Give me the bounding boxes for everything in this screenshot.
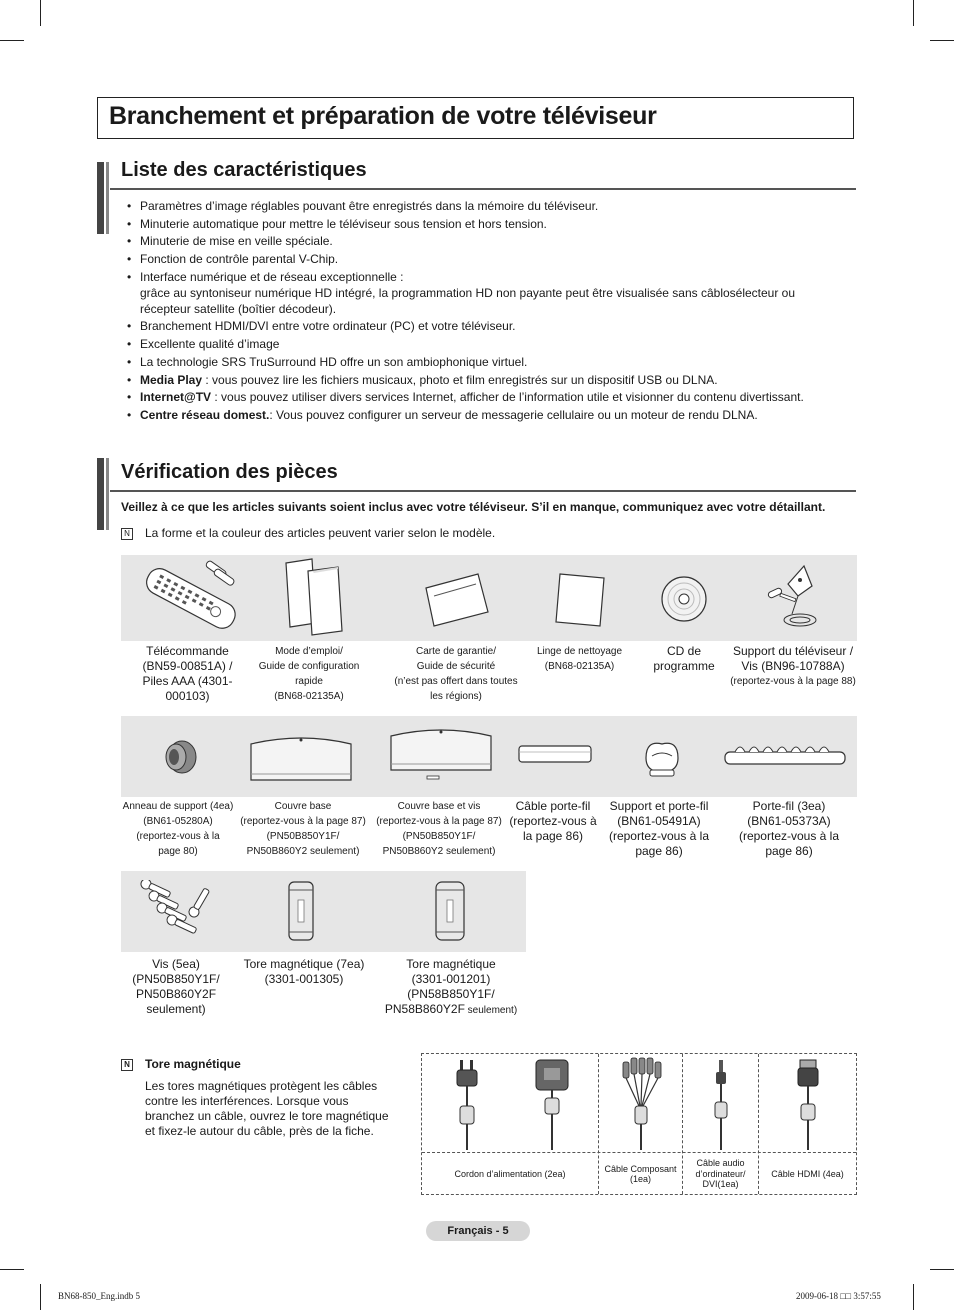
item-caption-cover-base: Couvre base (reportez-vous à la page 87) (PN50B850Y1F/ PN50B860Y2 seulement)	[240, 801, 366, 857]
audio-cable-icon	[709, 1058, 733, 1152]
note-text: La forme et la couleur des articles peuvent varier selon le modèle.	[145, 526, 496, 540]
item-caption-holder-ring: Anneau de support (4ea) (BN61-05280A) (reportez-vous à la page 80)	[122, 801, 234, 857]
page-title-box	[97, 97, 854, 139]
crop-mark	[40, 1284, 41, 1310]
crop-mark	[0, 1269, 24, 1270]
footer-right: 2009-06-18 □□ 3:57:55	[796, 1291, 881, 1301]
cable-cell-component	[599, 1054, 683, 1194]
cable-cell-power	[422, 1054, 599, 1194]
verification-intro: Veillez à ce que les articles suivants soient inclus avec votre téléviseur. S’il en manque, communiquez avec votre détaillant.	[121, 500, 826, 514]
cover-base-screw-icon	[385, 724, 497, 784]
power-adapter-icon	[532, 1058, 572, 1152]
footer-left: BN68-850_Eng.indb 5	[58, 1291, 140, 1301]
cable-caption: Câble HDMI (4ea)	[771, 1168, 844, 1179]
holder-wire-stand-icon	[638, 736, 686, 780]
item-caption-manual: Mode d’emploi/ Guide de configuration rapide (BN68-02135A)	[258, 646, 360, 702]
list-item: • Internet@TV : vous pouvez utiliser divers services Internet, afficher de l’information utile et visionner du contenu divertissant.	[125, 389, 845, 405]
cable-caption: Câble Composant (1ea)	[604, 1163, 677, 1184]
hdmi-cable-icon	[793, 1058, 823, 1152]
item-caption-cover-base-screw: Couvre base et vis (reportez-vous à la page 87) (PN50B850Y1F/ PN50B860Y2 seulement)	[376, 801, 502, 857]
tore-title: N Tore magnétique	[121, 1057, 241, 1071]
list-item: • Minuterie automatique pour mettre le téléviseur sous tension et hors tension.	[125, 216, 845, 232]
manual-booklets-icon	[278, 557, 362, 639]
item-caption-warranty: Carte de garantie/ Guide de sécurité (n’est pas offert dans toutes les régions)	[394, 646, 518, 702]
list-item: • Fonction de contrôle parental V-Chip.	[125, 251, 845, 267]
crop-mark	[40, 0, 41, 26]
note-icon: N	[121, 1059, 133, 1071]
features-section-title: Liste des caractéristiques	[121, 159, 367, 181]
crop-mark	[0, 40, 24, 41]
screws-icon	[138, 880, 216, 940]
section-rule	[110, 188, 856, 190]
item-caption-cloth: Linge de nettoyage (BN68-02135A)	[536, 646, 623, 672]
cable-tie-icon	[515, 742, 595, 768]
list-item: • Excellente qualité d’image	[125, 336, 845, 352]
cleaning-cloth-icon	[552, 568, 612, 632]
cover-base-icon	[245, 730, 357, 784]
cable-cell-hdmi	[759, 1054, 856, 1194]
crop-mark	[930, 1269, 954, 1270]
cd-icon	[660, 575, 708, 623]
item-caption-holder-wire-stand: Support et porte-fil (BN61-05491A) (reportez-vous à la page 86)	[608, 799, 710, 858]
item-caption-remote: Télécommande (BN59-00851A) / Piles AAA (4301-000103)	[142, 644, 233, 703]
list-item: • Centre réseau domest.: Vous pouvez configurer un serveur de messagerie cellulaire ou un moteur de rendu DLNA.	[125, 407, 845, 423]
list-item: • Media Play : vous pouvez lire les fichiers musicaux, photo et film enregistrés sur un dispositif USB ou DLNA.	[125, 372, 845, 388]
list-item: • Paramètres d’image réglables pouvant être enregistrés dans la mémoire du téléviseur.	[125, 198, 845, 214]
warranty-card-icon	[420, 570, 492, 630]
crop-mark	[913, 0, 914, 26]
ferrite-core-large-icon	[432, 880, 468, 942]
features-list	[125, 198, 845, 425]
crop-mark	[913, 1284, 914, 1310]
remote-control-icon	[135, 557, 245, 639]
cable-grid	[421, 1053, 857, 1195]
list-item: • Minuterie de mise en veille spéciale.	[125, 233, 845, 249]
section-rule	[110, 490, 856, 492]
note-icon: N	[121, 528, 133, 540]
page-number: Français - 5	[426, 1221, 530, 1241]
cable-cell-audio	[683, 1054, 759, 1194]
ferrite-core-icon	[285, 880, 317, 942]
holder-ring-icon	[160, 736, 202, 778]
item-caption-cable-tie: Câble porte-fil (reportez-vous à la page 86)	[509, 799, 597, 843]
crop-mark	[930, 40, 954, 41]
power-cord-icon	[452, 1058, 482, 1152]
item-caption-holder-wire: Porte-fil (3ea) (BN61-05373A) (reportez-vous à la page 86)	[738, 799, 840, 858]
cable-caption: Cordon d’alimentation (2ea)	[454, 1168, 566, 1179]
section-bar	[97, 162, 110, 234]
item-caption-ferrite-core: Tore magnétique (7ea) (3301-001305)	[243, 957, 365, 986]
list-item: • La technologie SRS TruSurround HD offre un son ambiophonique virtuel.	[125, 354, 845, 370]
holder-wire-icon	[721, 740, 849, 774]
list-item: • Interface numérique et de réseau exceptionnelle : grâce au syntoniseur numérique HD intégré, la programmation HD non payante peut être visualisée sans câblosélecteur ou récepteur satellite (boîtier décodeur).	[125, 269, 845, 317]
item-caption-stand: Support du téléviseur / Vis (BN96-10788A) (reportez-vous à la page 88)	[730, 644, 856, 687]
page-title: Branchement et préparation de votre téléviseur	[109, 102, 657, 130]
item-caption-ferrite-core-large: Tore magnétique (3301-001201) (PN58B850Y1F/ PN58B860Y2F seulement)	[384, 957, 518, 1016]
tore-text: Les tores magnétiques protègent les câbles contre les interférences. Lorsque vous branchez un câble, ouvrez le tore magnétique et fixez-le autour du câble, près de la fiche.	[145, 1079, 389, 1138]
note-line	[121, 526, 495, 540]
cable-caption: Câble audio d’ordinateur/ DVI(1ea)	[695, 1158, 746, 1190]
verification-section-title: Vérification des pièces	[121, 461, 338, 483]
item-caption-screws: Vis (5ea) (PN50B850Y1F/ PN50B860Y2F seulement)	[132, 957, 220, 1016]
item-caption-cd: CD de programme	[653, 644, 715, 673]
tv-stand-screw-icon	[762, 562, 834, 632]
list-item: • Branchement HDMI/DVI entre votre ordinateur (PC) et votre téléviseur.	[125, 318, 845, 334]
section-bar	[97, 458, 110, 530]
component-cable-icon	[617, 1056, 665, 1152]
